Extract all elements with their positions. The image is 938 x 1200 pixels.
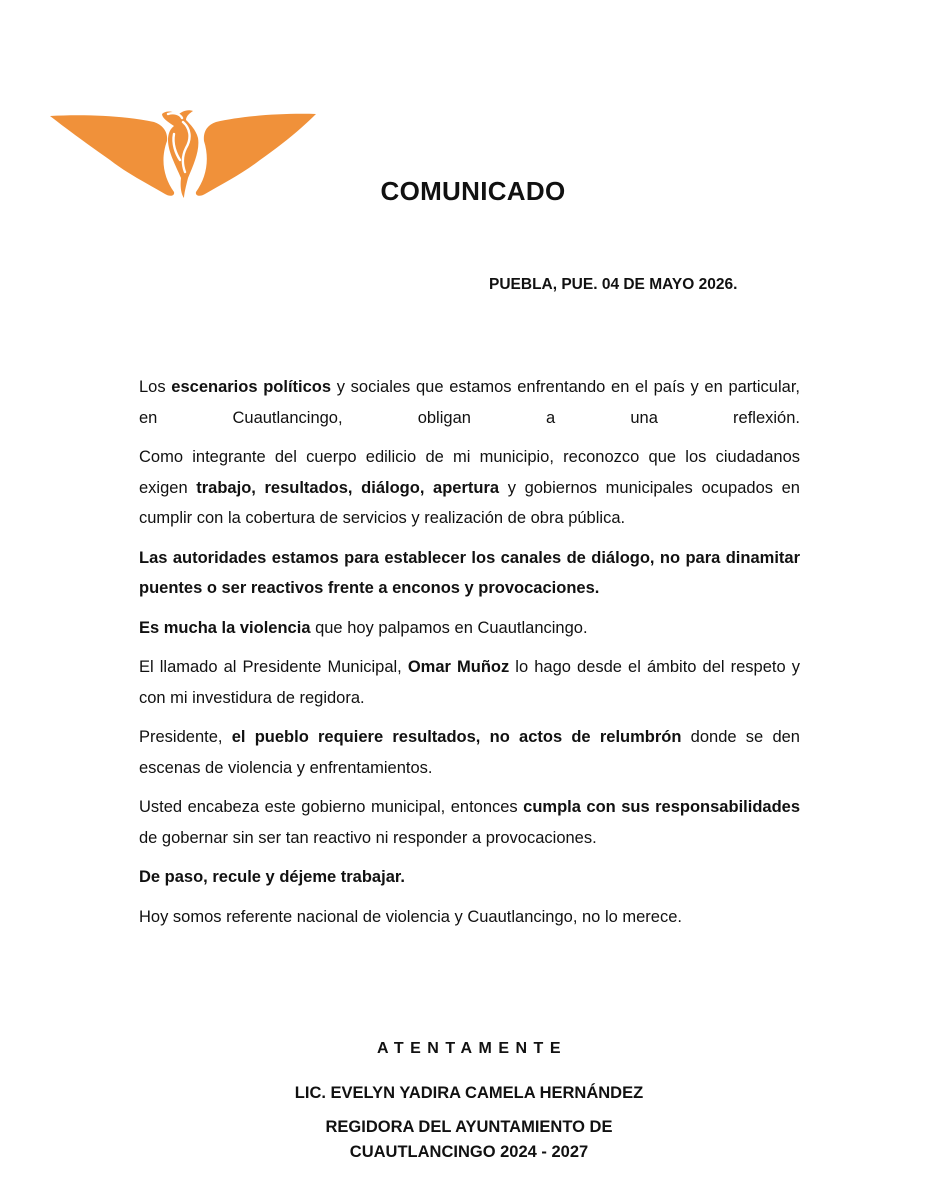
salutation: ATENTAMENTE xyxy=(376,1040,567,1057)
document-body xyxy=(139,372,800,941)
paragraph-8-emphasis: De paso, recule y déjeme trabajar. xyxy=(139,868,405,886)
paragraph-7-emphasis: cumpla con sus responsabilidades xyxy=(523,798,801,816)
paragraph-1 xyxy=(139,372,800,433)
paragraph-2-text-b: y gobiernos municipales ocupados en cumplir con la cobertura de servicios y realización de obra pública. xyxy=(139,478,800,527)
signer-name: LIC. EVELYN YADIRA CAMELA HERNÁNDEZ xyxy=(294,1084,644,1102)
signer-position-line-2: CUAUTLANCINGO 2024 - 2027 xyxy=(349,1143,589,1161)
paragraph-5-emphasis: Omar Muñoz xyxy=(407,658,510,676)
paragraph-9-text: Hoy somos referente nacional de violencia y Cuautlancingo, no lo merece. xyxy=(139,907,682,926)
closing-block xyxy=(0,1040,938,1165)
paragraph-4 xyxy=(139,613,800,644)
paragraph-5-text-a: El llamado al Presidente Municipal, xyxy=(139,658,408,676)
paragraph-1-emphasis: escenarios políticos xyxy=(171,378,332,396)
paragraph-4-text: que hoy palpamos en Cuautlancingo. xyxy=(310,618,588,637)
paragraph-6 xyxy=(139,722,800,783)
paragraph-6-text-b: donde se den escenas de violencia y enfrentamientos. xyxy=(139,728,800,777)
paragraph-3-emphasis: Las autoridades estamos para establecer los canales de diálogo, no para dinamitar puentes o ser reactivos frente a enconos y provocaciones. xyxy=(139,548,800,597)
paragraph-2-emphasis: trabajo, resultados, diálogo, apertura xyxy=(196,478,500,497)
signer-position-line-1: REGIDORA DEL AYUNTAMIENTO DE xyxy=(325,1118,613,1136)
paragraph-6-text-a: Presidente, xyxy=(139,728,232,746)
paragraph-3 xyxy=(139,543,800,604)
paragraph-7-text-b: de gobernar sin ser tan reactivo ni responder a provocaciones. xyxy=(139,828,597,847)
paragraph-5 xyxy=(139,652,800,713)
paragraph-6-emphasis: el pueblo requiere resultados, no actos de relumbrón xyxy=(231,728,682,746)
paragraph-5-text-b: lo hago desde el ámbito del respeto y con mi investidura de regidora. xyxy=(139,658,800,707)
document-title: COMUNICADO xyxy=(380,176,566,206)
paragraph-1-text-b: y sociales que estamos enfrentando en el país y en particular, en Cuautlancingo, obligan a una reflexión. xyxy=(139,378,800,427)
paragraph-1-text-a: Los xyxy=(139,378,172,396)
document-date: PUEBLA, PUE. 04 DE MAYO 2026. xyxy=(489,276,738,293)
paragraph-4-emphasis: Es mucha la violencia xyxy=(139,618,311,637)
paragraph-9 xyxy=(139,902,800,933)
paragraph-2-text-a: Como integrante del cuerpo edilicio de mi municipio, reconozco que los ciudadanos exigen xyxy=(139,448,800,497)
paragraph-7 xyxy=(139,792,800,853)
paragraph-7-text-a: Usted encabeza este gobierno municipal, entonces xyxy=(139,798,524,816)
paragraph-2 xyxy=(139,442,800,534)
paragraph-8 xyxy=(139,862,800,893)
